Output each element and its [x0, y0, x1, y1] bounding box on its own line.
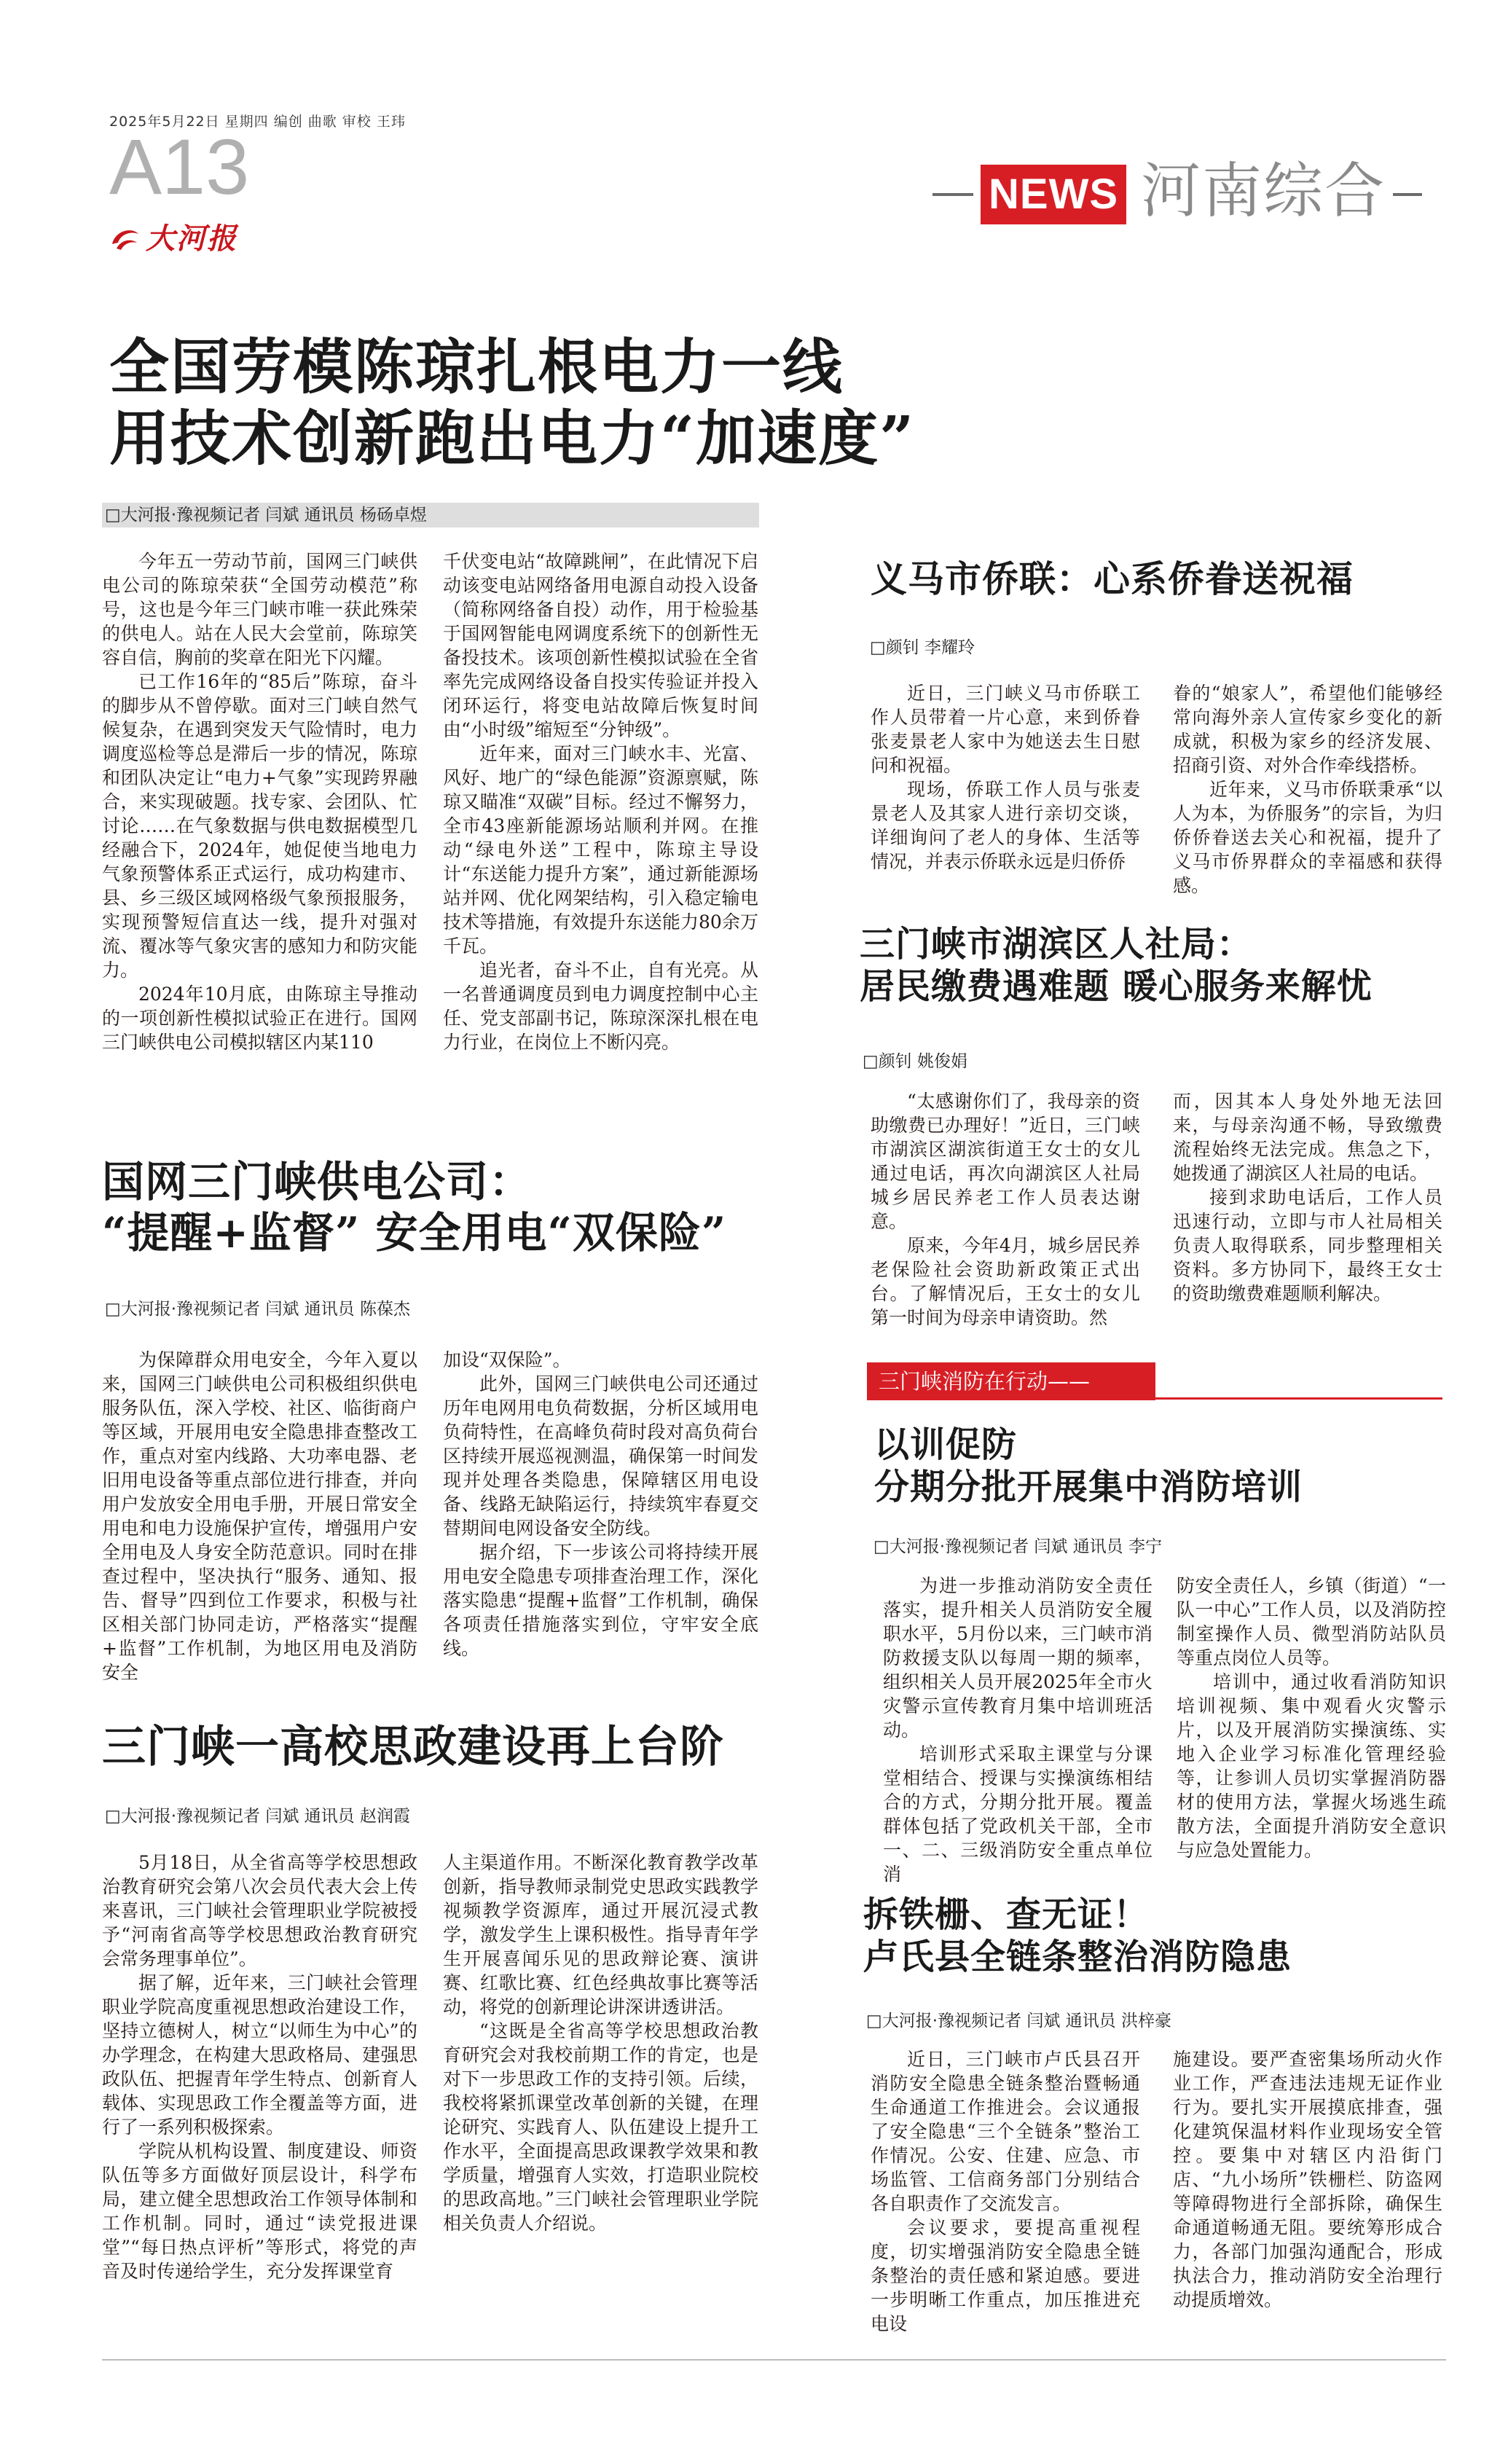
article7-headline — [863, 1894, 1446, 1978]
article6-column1 — [883, 1574, 1153, 1886]
article5-title-line1: 三门峡市湖滨区人社局： — [860, 924, 1253, 965]
article7-column2 — [1173, 2047, 1442, 2312]
article2-title-line2: “提醒+监督” 安全用电“双保险” — [102, 1207, 727, 1257]
article4-col2-para: 眷的“娘家人”，希望他们能够经常向海外亲人宣传家乡变化的新成就，积极为家乡的经济发展、招商引资、对外合作牵线搭桥。 — [1173, 683, 1442, 776]
article7-col1-para: 会议要求，要提高重视程度，切实增强消防安全隐患全链条整治的责任感和紧迫感。要进一步明晰工作重点，加压推进充电设 — [871, 2217, 1140, 2334]
article4-byline: □颜钊 李耀玲 — [870, 638, 975, 657]
article3-col1-para: 5月18日，从全省高等学校思想政治教育研究会第八次会员代表大会上传来喜讯，三门峡社会管理职业学院被授予“河南省高等学校思想政治教育研究会常务理事单位”。 — [102, 1852, 417, 1969]
article1-byline-bar — [102, 503, 759, 527]
article2-column2 — [443, 1348, 758, 1660]
article3-col1-para: 学院从机构设置、制度建设、师资队伍等多方面做好顶层设计，科学布局，建立健全思想政治工作领导体制和工作机制。同时，通过“读党报进课堂”“每日热点评析”等形式，将党的声音及时传递给学生，充分发挥课堂育 — [102, 2141, 417, 2282]
article1-col2-para: 追光者，奋斗不止，自有光亮。从一名普通调度员到电力调度控制中心主任、党支部副书记，陈琼深深扎根在电力行业，在岗位上不断闪亮。 — [443, 960, 758, 1053]
logo-swirl-icon — [109, 224, 141, 253]
article4-column2 — [1173, 681, 1442, 898]
article5-title-line2: 居民缴费遇难题 暖心服务来解忧 — [860, 965, 1373, 1007]
article6-col1-para: 培训形式采取主课堂与分课堂相结合、授课与实操演练相结合的方式，分期分批开展。覆盖群体包括了党政机关干部，全市一、二、三级消防安全重点单位消 — [883, 1743, 1153, 1885]
article5-byline: □颜钊 姚俊娟 — [863, 1052, 968, 1071]
article6-title-line2: 分期分批开展集中消防培训 — [874, 1466, 1303, 1507]
article4-col1-para: 近日，三门峡义马市侨联工作人员带着一片心意，来到侨眷张麦景老人家中为她送去生日慰问和祝福。 — [871, 683, 1140, 776]
header-rule-right — [1393, 193, 1422, 196]
article5-col2-para: 接到求助电话后，工作人员迅速行动，立即与市人社局相关负责人取得联系，同步整理相关资料。多方协同下，最终王女士的资助缴费难题顺利解决。 — [1173, 1187, 1442, 1304]
article4-headline: 义马市侨联：心系侨眷送祝福 — [871, 557, 1354, 600]
article6-col2-para: 防安全责任人，乡镇（街道）“一队一中心”工作人员，以及消防控制室操作人员、微型消防站队员等重点岗位人员等。 — [1177, 1575, 1446, 1668]
article4-col2-para: 近年来，义马市侨联秉承“以人为本，为侨服务”的宗旨，为归侨侨眷送去关心和祝福，提升了义马市侨界群众的幸福感和获得感。 — [1173, 779, 1442, 896]
newspaper-logo — [109, 216, 237, 257]
article2-title-line1: 国网三门峡供电公司： — [102, 1157, 533, 1207]
article2-byline: □大河报·豫视频记者 闫斌 通讯员 陈葆杰 — [105, 1300, 410, 1319]
article7-title-line1: 拆铁栅、查无证！ — [863, 1894, 1150, 1935]
article7-column1 — [871, 2047, 1140, 2336]
article7-col2-para: 施建设。要严查密集场所动火作业工作，严查违法违规无证作业行为。要扎实开展摸底排查，强化建筑保温材料作业现场安全管控。要集中对辖区内沿街门店、“九小场所”铁栅栏、防盗网等障碍物进行全部拆除，确保生命通道畅通无阻。要统筹形成合力，各部门加强沟通配合，形成执法合力，推动消防安全治理行动提质增效。 — [1173, 2049, 1442, 2310]
logo-text: 大河报 — [146, 221, 237, 256]
article1-col1-para: 今年五一劳动节前，国网三门峡供电公司的陈琼荣获“全国劳动模范”称号，这也是今年三门峡市唯一获此殊荣的供电人。站在人民大会堂前，陈琼笑容自信，胸前的奖章在阳光下闪耀。 — [102, 551, 417, 668]
article7-col1-para: 近日，三门峡市卢氏县召开消防安全隐患全链条整治暨畅通生命通道工作推进会。会议通报了安全隐患“三个全链条”整治工作情况。公安、住建、应急、市场监管、工信商务部门分别结合各自职责作了交流发言。 — [871, 2049, 1140, 2214]
article3-col2-para: “这既是全省高等学校思想政治教育研究会对我校前期工作的肯定，也是对下一步思政工作的支持引领。后续，我校将紧抓课堂改革创新的关键，在理论研究、实践育人、队伍建设上提升工作水平，全面提高思政课教学效果和教学质量，增强育人实效，打造职业院校的思政高地。”三门峡社会管理职业学院相关负责人介绍说。 — [443, 2020, 758, 2234]
section-name: 河南综合 — [1141, 157, 1386, 226]
article1-byline: □大河报·豫视频记者 闫斌 通讯员 杨砀卓煜 — [105, 506, 427, 525]
article6-byline: □大河报·豫视频记者 闫斌 通讯员 李宁 — [873, 1537, 1162, 1556]
article2-col2-para: 据介绍，下一步该公司将持续开展用电安全隐患专项排查治理工作，深化落实隐患“提醒+监督”工作机制，确保各项责任措施落实到位，守牢安全底线。 — [443, 1542, 758, 1659]
article6-column2 — [1177, 1574, 1446, 1862]
article1-col2-para: 近年来，面对三门峡水丰、光富、风好、地广的“绿色能源”资源禀赋，陈琼又瞄准“双碳”目标。经过不懈努力，全市43座新能源场站顺利并网。在推动“绿电外送”工程中，陈琼主导设计“东送能力提升方案”，通过新能源场站并网、优化网架结构，引入稳定输电技术等措施，有效提升东送能力80余万千瓦。 — [443, 743, 758, 957]
article1-col2-para: 千伏变电站“故障跳闸”，在此情况下启动该变电站网络备用电源自动投入设备（简称网络备自投）动作，用于检验基于国网智能电网调度系统下的创新性无备投技术。该项创新性模拟试验在全省率先完成网络设备自投实传验证并投入闭环运行，将变电站故障后恢复时间由“小时级”缩短至“分钟级”。 — [443, 551, 758, 740]
article1-title-line2: 用技术创新跑出电力“加速度” — [109, 404, 916, 474]
article1-column2 — [443, 549, 758, 1054]
article3-column2 — [443, 1851, 758, 2235]
article6-col1-para: 为进一步推动消防安全责任落实，提升相关人员消防安全履职水平，5月份以来，三门峡市消防救援支队以每周一期的频率，组织相关人员开展2025年全市火灾警示宣传教育月集中培训班活动。 — [883, 1575, 1153, 1741]
article1-headline — [109, 331, 983, 475]
page-bottom-rule — [102, 2359, 1446, 2361]
article3-column1 — [102, 1851, 417, 2283]
article2-col2-para: 加设“双保险”。 — [443, 1349, 571, 1370]
fire-column-tag: 三门峡消防在行动—— — [867, 1362, 1155, 1400]
article7-title-line2: 卢氏县全链条整治消防隐患 — [863, 1936, 1292, 1977]
news-label: NEWS — [981, 165, 1126, 224]
article1-col1-para: 2024年10月底，由陈琼主导推动的一项创新性模拟试验正在进行。国网三门峡供电公司模拟辖区内某110 — [102, 984, 417, 1053]
article5-col2-para: 而，因其本人身处外地无法回来，与母亲沟通不畅，导致缴费流程始终无法完成。焦急之下，她拨通了湖滨区人社局的电话。 — [1173, 1091, 1442, 1184]
article4-col1-para: 现场，侨联工作人员与张麦景老人及其家人进行亲切交谈，详细询问了老人的身体、生活等情况，并表示侨联永远是归侨侨 — [871, 779, 1140, 872]
article4-column1 — [871, 681, 1140, 874]
page-number: A13 — [109, 122, 250, 211]
article6-col2-para: 培训中，通过收看消防知识培训视频、集中观看火灾警示片，以及开展消防实操演练、实地入企业学习标准化管理经验等，让参训人员切实掌握消防器材的使用方法，掌握火场逃生疏散方法，全面提升消防安全意识与应急处置能力。 — [1177, 1671, 1446, 1861]
article2-column1 — [102, 1348, 417, 1684]
article2-col2-para: 此外，国网三门峡供电公司还通过历年电网用电负荷数据，分析区域用电负荷特性，在高峰负荷时段对高负荷台区持续开展巡视测温，确保第一时间发现并处理各类隐患，保障辖区用电设备、线路无缺陷运行，持续筑牢春夏交替期间电网设备安全防线。 — [443, 1373, 758, 1539]
article5-column1 — [871, 1089, 1140, 1330]
article2-headline — [102, 1157, 772, 1258]
article3-headline: 三门峡一高校思政建设再上台阶 — [102, 1722, 724, 1773]
article2-col1-para: 为保障群众用电安全，今年入夏以来，国网三门峡供电公司积极组织供电服务队伍，深入学校、社区、临街商户等区域，开展用电安全隐患排查整改工作，重点对室内线路、大功率电器、老旧用电设备等重点部位进行排查，并向用户发放安全用电手册，开展日常安全用电和电力设施保护宣传，增强用户安全用电及人身安全防范意识。同时在排查过程中，坚决执行“服务、通知、报告、督导”四到位工作要求，积极与社区相关部门协同走访，严格落实“提醒+监督”工作机制，为地区用电及消防安全 — [102, 1349, 417, 1683]
article5-column2 — [1173, 1089, 1442, 1306]
article5-col1-para: “太感谢你们了，我母亲的资助缴费已办理好！”近日，三门峡市湖滨区湖滨街道王女士的女儿通过电话，再次向湖滨区人社局城乡居民养老工作人员表达谢意。 — [871, 1091, 1140, 1232]
article7-byline: □大河报·豫视频记者 闫斌 通讯员 洪梓豪 — [866, 2012, 1171, 2031]
article5-col1-para: 原来，今年4月，城乡居民养老保险社会资助新政策正式出台。了解情况后，王女士的女儿第一时间为母亲申请资助。然 — [871, 1235, 1140, 1328]
article3-col2-para: 人主渠道作用。不断深化教育教学改革创新，指导教师录制党史思政实践教学视频教学资源库，通过开展沉浸式教学，激发学生上课积极性。指导青年学生开展喜闻乐见的思政辩论赛、演讲赛、红歌比赛、红色经典故事比赛等活动，将党的创新理论讲深讲透讲活。 — [443, 1852, 758, 2017]
article6-headline — [874, 1424, 1442, 1508]
header-rule-left — [932, 193, 973, 196]
article6-title-line1: 以训促防 — [874, 1424, 1018, 1465]
article1-col1-para: 已工作16年的“85后”陈琼，奋斗的脚步从不曾停歇。面对三门峡自然气候复杂，在遇到突发天气险情时，电力调度巡检等总是滞后一步的情况，陈琼和团队决定让“电力+气象”实现跨界融合，来实现破题。找专家、会团队、忙讨论……在气象数据与供电数据模型几经融合下，2024年，她促使当地电力气象预警体系正式运行，成功构建市、县、乡三级区域网格级气象预报服务，实现预警短信直达一线，提升对强对流、覆冰等气象灾害的感知力和防灾能力。 — [102, 671, 417, 981]
article3-byline: □大河报·豫视频记者 闫斌 通讯员 赵润霞 — [105, 1807, 410, 1826]
dateline: 2025年5月22日 星期四 编创 曲歌 审校 王玮 — [109, 114, 406, 130]
article5-headline — [860, 924, 1442, 1008]
article1-column1 — [102, 549, 417, 1054]
article3-col1-para: 据了解，近年来，三门峡社会管理职业学院高度重视思想政治建设工作，坚持立德树人，树立“以师生为中心”的办学理念，在构建大思政格局、建强思政队伍、把握青年学生特点、创新育人载体、实现思政工作全覆盖等方面，进行了一系列积极探索。 — [102, 1972, 417, 2138]
article1-title-line1: 全国劳模陈琼扎根电力一线 — [109, 332, 844, 402]
